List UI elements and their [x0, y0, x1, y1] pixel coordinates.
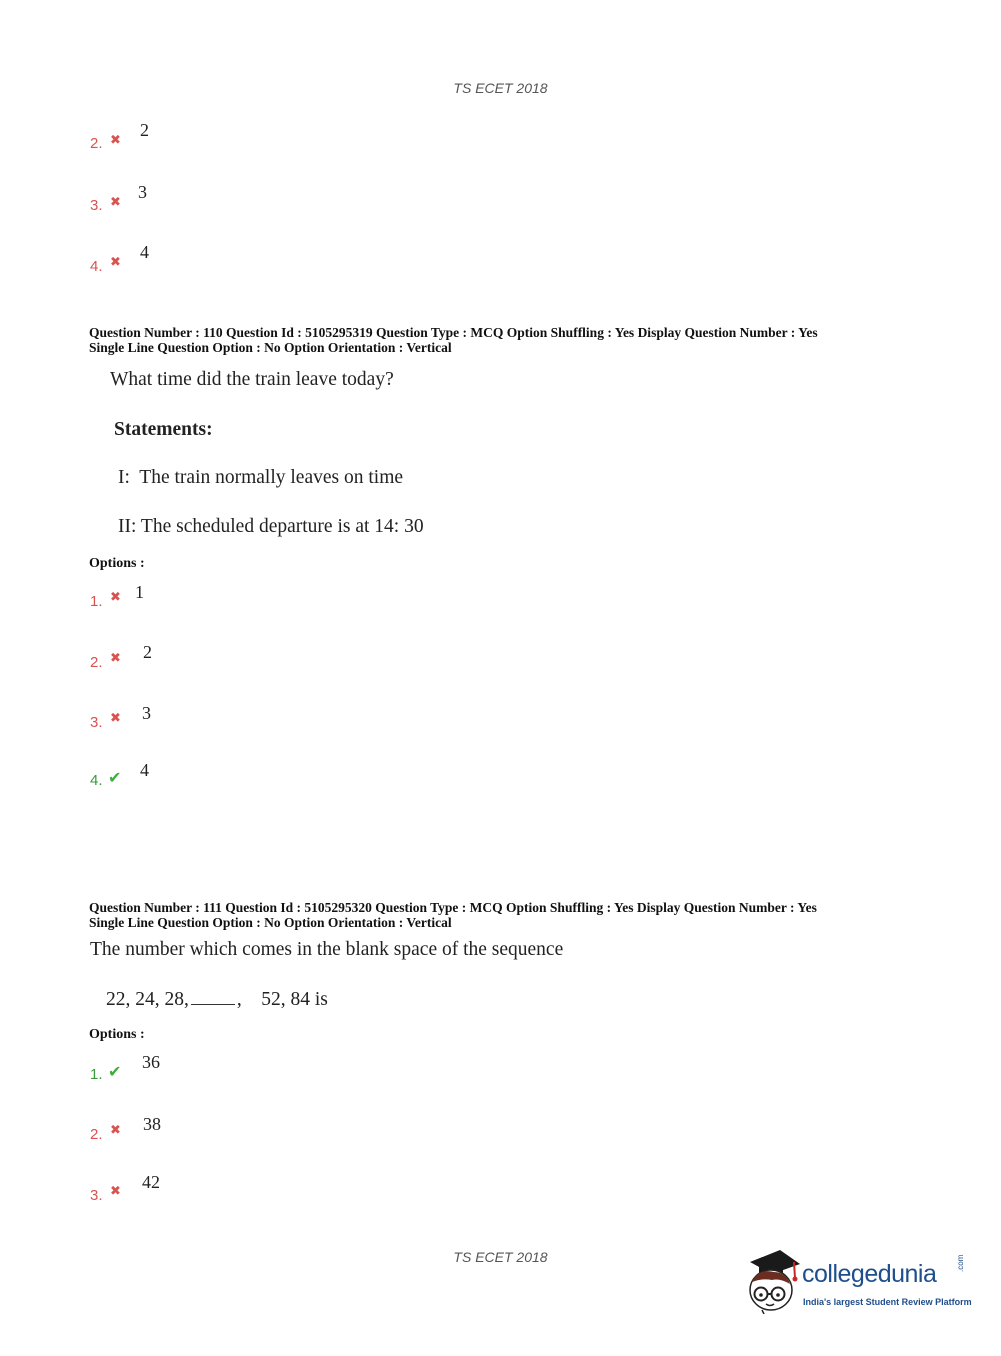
incorrect-icon: ✖ [110, 1123, 121, 1138]
question-text: What time did the train leave today? [110, 369, 394, 390]
question-meta-line1: Question Number : 110 Question Id : 5105295319 Question Type : MCQ Option Shuffling : Yes Display Question Number : Yes [89, 325, 818, 340]
option-value: 42 [142, 1172, 160, 1192]
list-item [90, 242, 290, 275]
list-item [90, 760, 290, 790]
option-value: 3 [142, 703, 151, 723]
list-item [90, 182, 290, 212]
list-item [90, 1052, 290, 1082]
statement-1: I: The train normally leaves on time [118, 467, 404, 488]
option-value: 38 [143, 1114, 161, 1134]
options-label: Options : [89, 1027, 145, 1042]
page-footer: TS ECET 2018 [453, 1249, 548, 1265]
sequence-blank [191, 990, 235, 1005]
option-number: 1. [90, 1066, 103, 1083]
mascot-icon [742, 1248, 802, 1314]
brand-suffix: .com [956, 1254, 965, 1272]
option-number: 3. [90, 1187, 103, 1204]
list-item [90, 1172, 290, 1202]
options-label: Options : [89, 556, 145, 571]
list-item [90, 582, 290, 612]
option-value: 3 [138, 182, 147, 202]
sequence [106, 989, 328, 1011]
incorrect-icon: ✖ [110, 711, 121, 726]
option-number: 3. [90, 197, 103, 214]
incorrect-icon: ✖ [110, 651, 121, 666]
option-value: 1 [135, 582, 144, 602]
question-text: The number which comes in the blank space of the sequence [90, 939, 564, 960]
list-item [90, 642, 290, 672]
option-number: 1. [90, 593, 103, 610]
option-number: 4. [90, 772, 103, 789]
brand-tagline: India's largest Student Review Platform [803, 1297, 972, 1307]
option-value: 4 [140, 760, 149, 780]
sequence-end: , 52, 84 is [236, 989, 328, 1010]
option-value: 2 [143, 642, 152, 662]
page-header: TS ECET 2018 [453, 80, 548, 96]
brand-name: collegedunia [802, 1260, 937, 1288]
incorrect-icon: ✖ [110, 195, 121, 210]
option-number: 2. [90, 1126, 103, 1143]
statements-label: Statements: [114, 419, 213, 440]
question-meta-line1: Question Number : 111 Question Id : 5105295320 Question Type : MCQ Option Shuffling : Yes Display Question Number : Yes [89, 900, 817, 915]
list-item [90, 703, 290, 733]
incorrect-icon: ✖ [110, 1184, 121, 1199]
question-meta-line2: Single Line Question Option : No Option Orientation : Vertical [89, 915, 452, 930]
correct-icon: ✔ [108, 768, 122, 787]
statement-2: II: The scheduled departure is at 14: 30 [118, 516, 424, 537]
sequence-start: 22, 24, 28, [106, 989, 189, 1010]
option-number: 4. [90, 258, 103, 275]
brand-logo [742, 1248, 972, 1318]
incorrect-icon: ✖ [110, 133, 121, 148]
question-meta-line2: Single Line Question Option : No Option Orientation : Vertical [89, 340, 452, 355]
correct-icon: ✔ [108, 1062, 122, 1081]
list-item [90, 1114, 290, 1144]
option-number: 2. [90, 135, 103, 152]
list-item [90, 120, 290, 150]
option-value: 2 [140, 120, 149, 140]
option-number: 2. [90, 654, 103, 671]
incorrect-icon: ✖ [110, 590, 121, 605]
incorrect-icon: ✖ [110, 255, 121, 270]
option-value: 4 [140, 242, 149, 262]
option-value: 36 [142, 1052, 160, 1072]
option-number: 3. [90, 714, 103, 731]
